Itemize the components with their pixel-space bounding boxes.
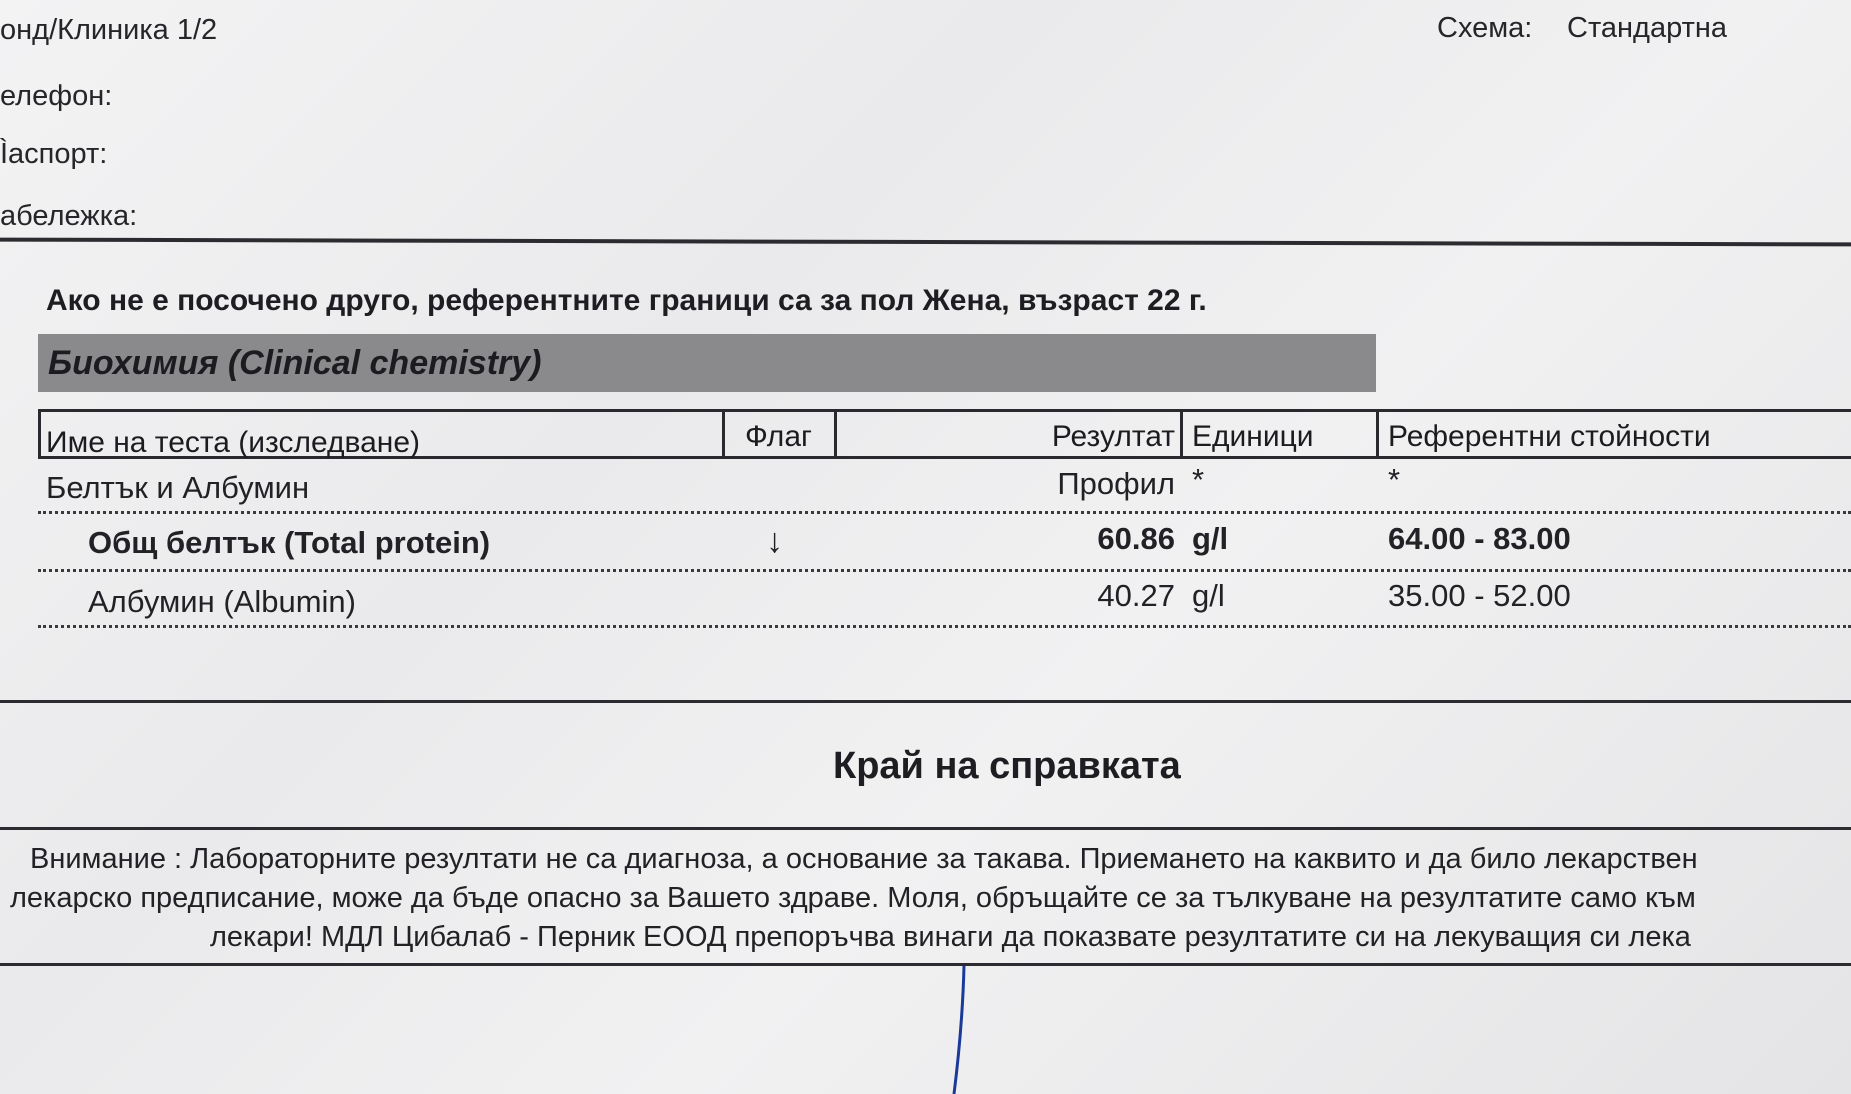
notice-line: лекарско предписание, може да бъде опасно за Вашето здраве. Моля, обръщайте се за тълкуване на резултатите само към <box>10 882 1696 914</box>
notice-divider <box>0 963 1851 966</box>
scheme-label: Схема: <box>1437 12 1533 44</box>
column-header-name: Име на теста (изследване) <box>46 426 421 459</box>
notice-line: лекари! МДЛ Цибалаб - Перник ЕООД препоръчва винаги да показвате резултатите си на лекуващия си лека <box>210 921 1691 953</box>
test-reference: 64.00 - 83.00 <box>1388 521 1571 556</box>
column-divider <box>1180 409 1183 459</box>
scheme-value: Стандартна <box>1567 12 1728 44</box>
passport-label: Ìаспорт: <box>0 138 108 170</box>
row-separator <box>38 625 1851 628</box>
test-reference: * <box>1388 462 1401 497</box>
row-separator <box>38 569 1851 572</box>
test-name: Белтък и Албумин <box>46 470 310 505</box>
reference-note: Ако не е посочено друго, референтните граници са за пол Жена, възраст 22 г. <box>46 284 1207 317</box>
test-result: 60.86 <box>1097 521 1175 556</box>
column-header-reference: Референтни стойности <box>1388 420 1711 453</box>
test-units: g/l <box>1192 521 1229 556</box>
column-header-flag: Флаг <box>745 420 812 453</box>
note-label: абележка: <box>0 200 138 232</box>
low-flag-arrow-icon: ↓ <box>766 522 783 560</box>
section-header-band <box>38 334 1376 392</box>
test-units: * <box>1192 462 1205 497</box>
column-divider <box>834 409 837 459</box>
end-divider-top <box>0 700 1851 703</box>
column-divider <box>1376 409 1379 459</box>
fund-clinic-label: онд/Клиника 1/2 <box>0 14 218 46</box>
notice-line: Внимание : Лабораторните резултати не са диагноза, а основание за такава. Приемането на каквито и да било лекарствен <box>30 843 1698 875</box>
end-of-report-title: Край на справката <box>833 745 1181 787</box>
row-separator <box>38 511 1851 514</box>
column-header-result: Резултат <box>1051 420 1175 453</box>
test-name: Албумин (Albumin) <box>88 584 356 619</box>
column-divider <box>722 409 725 459</box>
phone-label: елефон: <box>0 80 113 112</box>
end-divider-bottom <box>0 827 1851 830</box>
column-header-units: Единици <box>1192 420 1314 453</box>
test-reference: 35.00 - 52.00 <box>1388 578 1571 613</box>
test-result: Профил <box>1057 466 1175 501</box>
header-divider <box>0 238 1851 247</box>
section-title: Биохимия (Clinical chemistry) <box>48 344 542 382</box>
pen-mark <box>940 966 970 1094</box>
test-units: g/l <box>1192 578 1225 613</box>
test-result: 40.27 <box>1097 578 1175 613</box>
test-name: Общ белтък (Total protein) <box>88 525 491 560</box>
